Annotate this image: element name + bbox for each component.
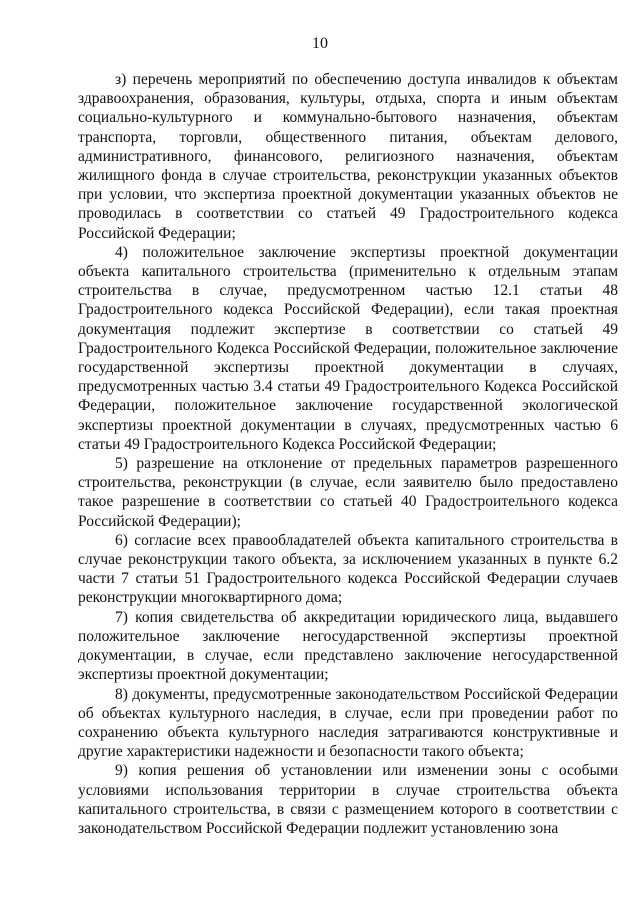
paragraph-item-9: 9) копия решения об установлении или изменении зоны с особыми условиями использования территории в случае строительства объекта капитального строительства, в связи с размещением которого в соответствии с законодательством Российской Федерации подлежит установлению зона xyxy=(78,762,618,837)
paragraph-item-4: 4) положительное заключение экспертизы проектной документации объекта капитального строительства (применительно к отдельным этапам строительства в случае, предусмотренном частью 12.1 статьи 48 Градостроительного кодекса Российской Федерации), если такая проектная документация подлежит экспертизе в соответствии со статьей 49 Градостроительного Кодекса Российской Федерации, положительное заключение государственной экспертизы проектной документации в случаях, предусмотренных частью 3.4 статьи 49 Градостроительного Кодекса Российской Федерации, положительное заключение государственной экологической экспертизы проектной документации в случаях, предусмотренных частью 6 статьи 49 Градостроительного Кодекса Российской Федерации; xyxy=(78,243,618,453)
paragraph-item-3: з) перечень мероприятий по обеспечению доступа инвалидов к объектам здравоохранения, образования, культуры, отдыха, спорта и иным объектам социально-культурного и коммунально-бытового назначения, объектам транспорта, торговли, общественного питания, объектам делового, административного, финансового, религиозного назначения, объектам жилищного фонда в случае строительства, реконструкции указанных объектов при условии, что экспертиза проектной документации указанных объектов не проводилась в соответствии со статьей 49 Градостроительного кодекса Российской Федерации; xyxy=(78,71,618,242)
paragraph-item-8: 8) документы, предусмотренные законодательством Российской Федерации об объектах культурного наследия, в случае, если при проведении работ по сохранению объекта культурного наследия затрагиваются конструктивные и другие характеристики надежности и безопасности такого объекта; xyxy=(78,685,618,761)
page-number: 10 xyxy=(312,35,328,52)
document-body xyxy=(78,70,618,838)
paragraph-item-6: 6) согласие всех правообладателей объекта капитального строительства в случае реконструкции такого объекта, за исключением указанных в пункте 6.2 части 7 статьи 51 Градостроительного кодекса Российской Федерации случаев реконструкции многоквартирного дома; xyxy=(78,531,618,607)
paragraph-item-5: 5) разрешение на отклонение от предельных параметров разрешенного строительства, реконструкции (в случае, если заявителю было предоставлено такое разрешение в соответствии со статьей 40 Градостроительного кодекса Российской Федерации); xyxy=(78,455,618,530)
paragraph-item-7: 7) копия свидетельства об аккредитации юридического лица, выдавшего положительное заключение негосударственной экспертизы проектной документации, в случае, если представлено заключение негосударственной экспертизы проектной документации; xyxy=(78,608,618,684)
